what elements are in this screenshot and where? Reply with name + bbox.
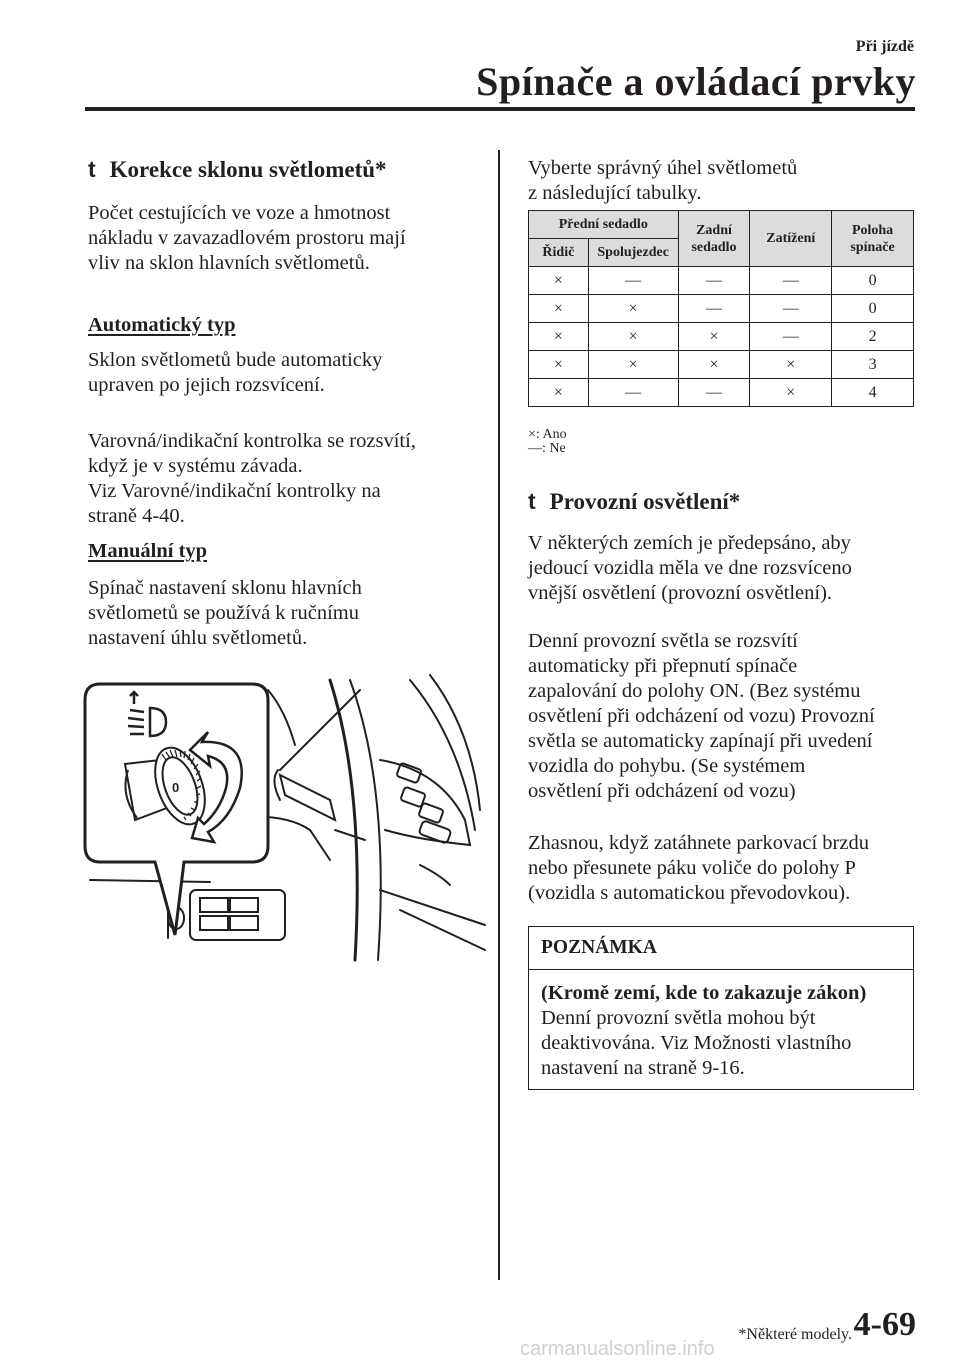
text-line: straně 4-40. xyxy=(88,505,185,527)
table-cell: — xyxy=(750,323,832,351)
table-legend xyxy=(528,428,567,456)
drl-paragraph-2 xyxy=(528,629,875,804)
text-line: jedoucí vozidla měla ve dne rozsvíceno xyxy=(528,557,852,579)
note-box xyxy=(528,926,914,1090)
table-intro xyxy=(528,156,797,206)
note-subtitle: (Kromě zemí, kde to zakazuje zákon) xyxy=(541,982,867,1004)
table-cell: — xyxy=(678,379,750,407)
table-row xyxy=(529,267,914,295)
table-cell: 4 xyxy=(832,379,914,407)
text-line: vnější osvětlení (provozní osvětlení). xyxy=(528,582,833,604)
text-line: V některých zemích je předepsáno, aby xyxy=(528,532,851,554)
watermark: carmanualsonline.info xyxy=(520,1338,715,1360)
page-number: 4-69 xyxy=(853,1306,916,1343)
heading-headlight-leveling xyxy=(88,156,387,183)
text-line: nastavení úhlu světlometů. xyxy=(88,627,308,649)
table-cell: 0 xyxy=(832,295,914,323)
header-rule xyxy=(85,107,915,111)
table-row xyxy=(529,379,914,407)
text-line: Varovná/indikační kontrolka se rozsvítí, xyxy=(88,430,416,452)
dial-zero-mark: 0 xyxy=(172,780,180,795)
text-line: Denní provozní světla se rozsvítí xyxy=(528,630,798,652)
table-cell: 2 xyxy=(832,323,914,351)
intro-paragraph xyxy=(88,201,406,276)
text-line: z následující tabulky. xyxy=(528,182,702,204)
table-row xyxy=(529,323,914,351)
table-cell: × xyxy=(529,267,589,295)
table-cell: 3 xyxy=(832,351,914,379)
text-line: zapalování do polohy ON. (Bez systému xyxy=(528,680,861,702)
table-cell: × xyxy=(750,379,832,407)
text-line: světlometů se používá k ručnímu xyxy=(88,602,359,624)
header-rear-seat xyxy=(678,211,750,267)
table-cell: × xyxy=(529,323,589,351)
table-cell: × xyxy=(588,323,678,351)
header-driver: Řidič xyxy=(529,239,589,267)
warning-paragraph xyxy=(88,429,416,529)
heading-daytime-running-lights xyxy=(528,488,740,515)
drl-paragraph-1 xyxy=(528,531,852,606)
text-line: osvětlení při odcházení od vozu) Provozní xyxy=(528,705,875,727)
table-cell: × xyxy=(678,351,750,379)
heading-bullet: t xyxy=(88,156,96,182)
table-row xyxy=(529,351,914,379)
drl-paragraph-3 xyxy=(528,831,869,906)
section-subtitle: Při jízdě xyxy=(855,38,914,55)
table-cell: — xyxy=(678,267,750,295)
table-cell: × xyxy=(529,295,589,323)
text-line: nebo přesunete páku voliče do polohy P xyxy=(528,857,856,879)
text-line: nastavení na straně 9-16. xyxy=(541,1057,745,1079)
text-line: deaktivována. Viz Možnosti vlastního xyxy=(541,1032,852,1054)
table-cell: — xyxy=(750,267,832,295)
headlight-angle-table xyxy=(528,210,914,407)
table-cell: — xyxy=(588,379,678,407)
text-line: (vozidla s automatickou převodovkou). xyxy=(528,882,851,904)
manual-paragraph xyxy=(88,576,362,651)
header-rear-seat-text: Zadní sedadlo xyxy=(691,222,737,255)
header-load: Zatížení xyxy=(750,211,832,267)
header-switch-position xyxy=(832,211,914,267)
heading-bullet: t xyxy=(528,488,536,514)
footnote: *Některé modely. xyxy=(738,1326,852,1343)
text-line: Denní provozní světla mohou být xyxy=(541,1007,816,1029)
table-cell: × xyxy=(678,323,750,351)
header-passenger: Spolujezdec xyxy=(588,239,678,267)
table-cell: 0 xyxy=(832,267,914,295)
table-cell: × xyxy=(588,295,678,323)
table-cell: — xyxy=(678,295,750,323)
heading-text: Provozní osvětlení* xyxy=(549,489,741,514)
text-line: osvětlení při odcházení od vozu) xyxy=(528,780,796,802)
table-cell: — xyxy=(750,295,832,323)
section-title: Spínače a ovládací prvky xyxy=(476,59,916,104)
note-title: POZNÁMKA xyxy=(529,927,913,970)
table-cell: × xyxy=(588,351,678,379)
text-line: upraven po jejich rozsvícení. xyxy=(88,374,325,396)
automatic-paragraph xyxy=(88,348,382,398)
text-line: Spínač nastavení sklonu hlavních xyxy=(88,577,362,599)
text-line: když je v systému závada. xyxy=(88,455,303,477)
text-line: Vyberte správný úhel světlometů xyxy=(528,157,798,179)
heading-text: Korekce sklonu světlometů* xyxy=(109,157,387,182)
table-cell: × xyxy=(750,351,832,379)
table-cell: — xyxy=(588,267,678,295)
text-line: Viz Varovné/indikační kontrolky na xyxy=(88,480,381,502)
headlight-leveling-figure xyxy=(80,670,490,970)
legend-yes: ×: Ano xyxy=(528,427,567,442)
table-cell: × xyxy=(529,351,589,379)
header-front-seat: Přední sedadlo xyxy=(529,211,679,239)
text-line: Sklon světlometů bude automaticky xyxy=(88,349,383,371)
column-divider xyxy=(498,150,500,1280)
text-line: světla se automaticky zapínají při uvedení xyxy=(528,730,873,752)
text-line: vozidla do pohybu. (Se systémem xyxy=(528,755,806,777)
legend-no: —: Ne xyxy=(528,441,566,456)
header-switch-position-text: Poloha spínače xyxy=(850,222,895,255)
text-line: nákladu v zavazadlovém prostoru mají xyxy=(88,227,406,249)
text-line: Zhasnou, když zatáhnete parkovací brzdu xyxy=(528,832,869,854)
note-body xyxy=(529,970,913,1081)
table-header-row xyxy=(529,211,914,239)
table-row xyxy=(529,295,914,323)
table-cell: × xyxy=(529,379,589,407)
text-line: automaticky při přepnutí spínače xyxy=(528,655,798,677)
text-line: Počet cestujících ve voze a hmotnost xyxy=(88,202,391,224)
subheading-automatic: Automatický typ xyxy=(88,314,236,336)
text-line: vliv na sklon hlavních světlometů. xyxy=(88,252,370,274)
subheading-manual: Manuální typ xyxy=(88,540,208,562)
